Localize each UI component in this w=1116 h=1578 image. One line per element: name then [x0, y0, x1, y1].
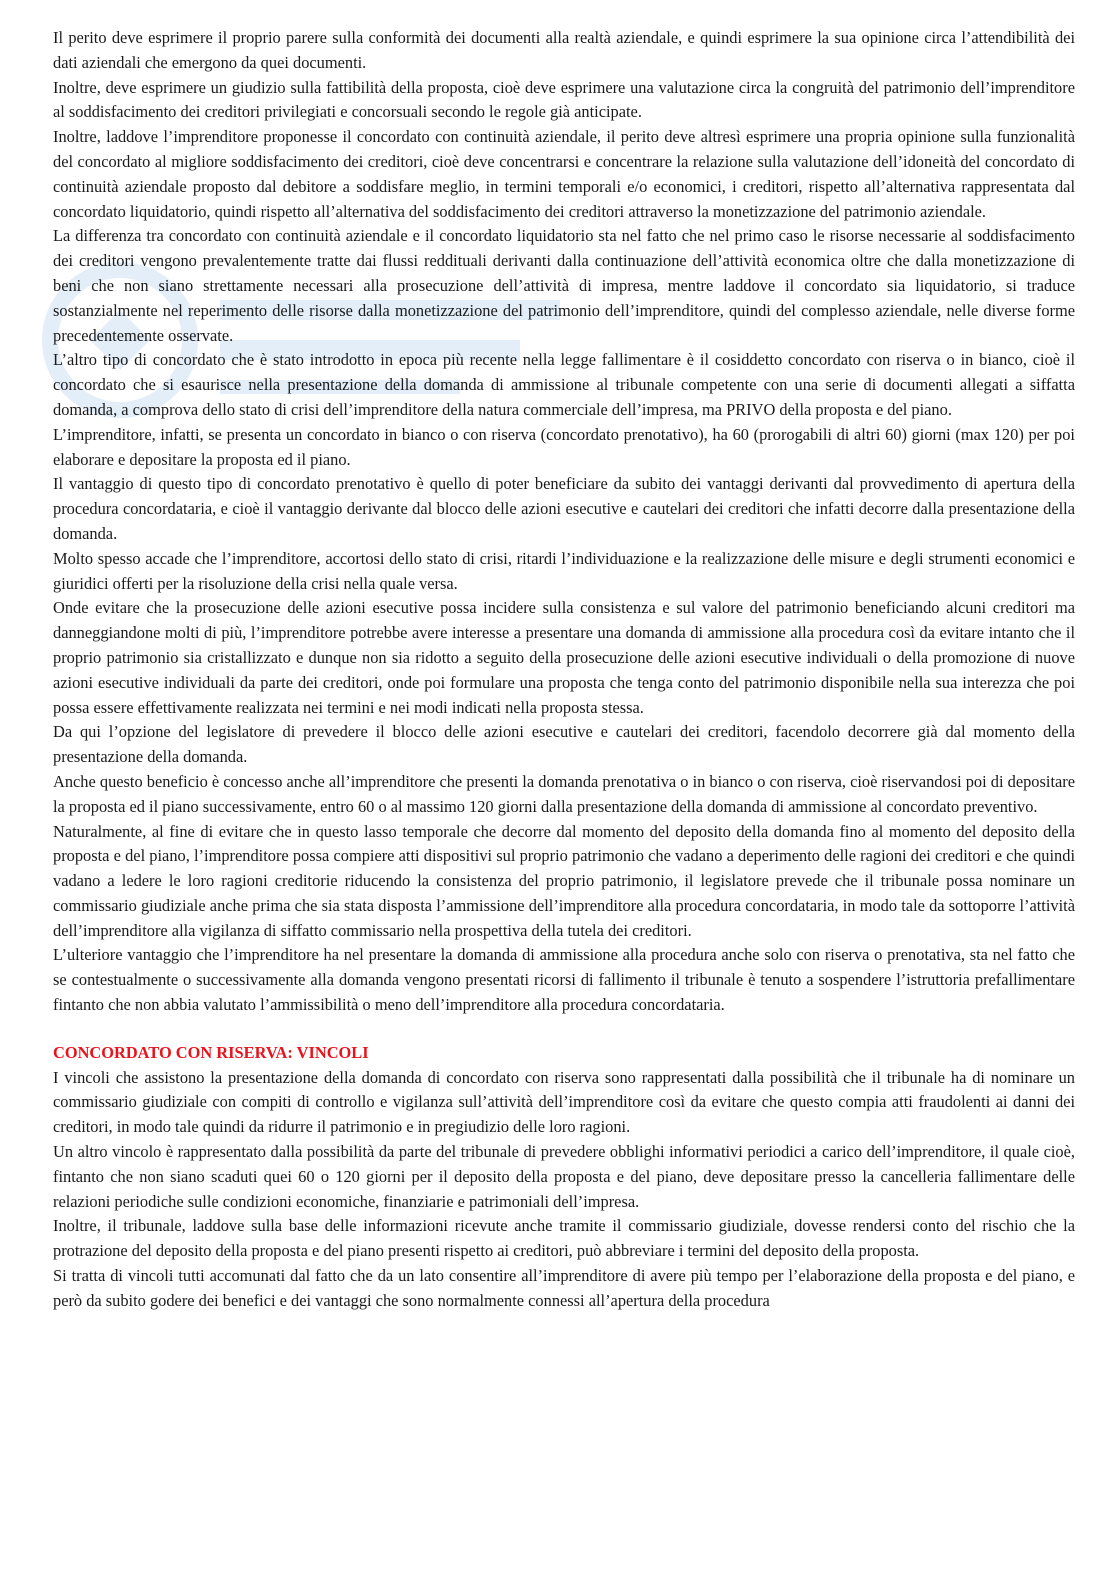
- body-text-section: [53, 1066, 1075, 1314]
- paragraph: Inoltre, deve esprimere un giudizio sulla fattibilità della proposta, cioè deve esprimere una valutazione circa la congruità del patrimonio dell’imprenditore al soddisfacimento dei creditori privilegiati e concorsuali secondo le regole già anticipate.: [53, 77, 1075, 122]
- paragraph: Onde evitare che la prosecuzione delle azioni esecutive possa incidere sulla consistenza e sul valore del patrimonio beneficiando alcuni creditori ma danneggiandone molti di più, l’imprenditore potrebbe avere interesse a presentare una domanda di ammissione alla procedura così da evitare intanto che il proprio patrimonio sia cristallizzato e dunque non sia ridotto a seguito della prosecuzione delle azioni esecutive individuali o della promozione di nuove azioni esecutive individuali da parte dei creditori, onde poi formulare una proposta che tenga conto del patrimonio disponibile nella sua interezza che poi possa essere effettivamente realizzata nei termini e nei modi indicati nella proposta stessa.: [53, 598, 1075, 717]
- paragraph: Inoltre, laddove l’imprenditore proponesse il concordato con continuità aziendale, il perito deve altresì esprimere una propria opinione sulla funzionalità del concordato al migliore soddisfacimento dei creditori, cioè deve concentrarsi e concentrare la relazione sulla valutazione dell’idoneità del concordato di continuità aziendale proposto dal debitore a soddisfare meglio, in termini temporali e/o economici, i creditori, rispetto all’alternativa rappresentata dal concordato liquidatorio, quindi rispetto all’alternativa del soddisfacimento dei creditori attraverso la monetizzazione del patrimonio aziendale.: [53, 127, 1075, 221]
- paragraph: Naturalmente, al fine di evitare che in questo lasso temporale che decorre dal momento del deposito della domanda fino al momento del deposito della proposta e del piano, l’imprenditore possa compiere atti dispositivi sul proprio patrimonio che vadano a deperimento delle ragioni dei creditori e che quindi vadano a ledere le loro ragioni creditorie riducendo la consistenza del proprio patrimonio, il legislatore prevede che il tribunale possa nominare un commissario giudiziale anche prima che sia stata disposta l’ammissione dell’imprenditore alla procedura concordataria, in modo tale da sottoporre l’attività dell’imprenditore alla vigilanza di siffatto commissario nella prospettiva della tutela dei creditori.: [53, 821, 1075, 940]
- paragraph: L’ulteriore vantaggio che l’imprenditore ha nel presentare la domanda di ammissione alla procedura anche solo con riserva o prenotativa, sta nel fatto che se contestualmente o successivamente alla domanda vengono presentati ricorsi di fallimento il tribunale è tenuto a sospendere l’istruttoria prefallimentare fintanto che non abbia valutato l’ammissibilità o meno dell’imprenditore alla procedura concordataria.: [53, 945, 1075, 1015]
- paragraph: Un altro vincolo è rappresentato dalla possibilità da parte del tribunale di prevedere obblighi informativi periodici a carico dell’imprenditore, il quale cioè, fintanto che non siano scaduti quei 60 o 120 giorni per il deposito della proposta e del piano, deve depositare presso la cancelleria fallimentare delle relazioni periodiche sulle condizioni economiche, finanziarie e patrimoniali dell’impresa.: [53, 1142, 1075, 1211]
- paragraph: Si tratta di vincoli tutti accomunati dal fatto che da un lato consentire all’imprenditore di avere più tempo per l’elaborazione della proposta e del piano, e però da subito godere dei benefici e dei vantaggi che sono normalmente connessi all’apertura della procedura: [53, 1266, 1075, 1310]
- section-heading: CONCORDATO CON RISERVA: VINCOLI: [53, 1042, 369, 1062]
- paragraph: I vincoli che assistono la presentazione della domanda di concordato con riserva sono rappresentati dalla possibilità che il tribunale ha di nominare un commissario giudiziale con compiti di controllo e vigilanza sull’attività dell’imprenditore così da evitare che questo compia atti fraudolenti ai danni dei creditori, in modo tale quindi da ridurre il patrimonio e in pregiudizio delle loro ragioni.: [53, 1067, 1075, 1137]
- paragraph: L’altro tipo di concordato che è stato introdotto in epoca più recente nella legge fallimentare è il cosiddetto concordato con riserva o in bianco, cioè il concordato che si esaurisce nella presentazione della domanda di ammissione al tribunale competente con una serie di documenti allegati a siffatta domanda, a comprova dello stato di crisi dell’imprenditore della natura commerciale dell’impresa, ma PRIVO della proposta e del piano.: [53, 350, 1075, 419]
- paragraph: La differenza tra concordato con continuità aziendale e il concordato liquidatorio sta nel fatto che nel primo caso le risorse necessarie al soddisfacimento dei creditori vengono prevalentemente tratte dai flussi reddituali derivanti dalla continuazione dell’attività economica oltre che dalla monetizzazione di beni che non siano strettamente necessari alla prosecuzione dell’attività di impresa, mentre laddove il concordato sia liquidatorio, si traduce sostanzialmente nel reperimento delle risorse dalla monetizzazione del patrimonio dell’imprenditore, quindi del complesso aziendale, nelle diverse forme precedentemente osservate.: [53, 226, 1075, 345]
- paragraph: Anche questo beneficio è concesso anche all’imprenditore che presenti la domanda prenotativa o in bianco o con riserva, cioè riservandosi poi di depositare la proposta ed il piano successivamente, entro 60 o al massimo 120 giorni dalla presentazione della domanda di ammissione al concordato preventivo.: [53, 771, 1075, 816]
- paragraph: Il vantaggio di questo tipo di concordato prenotativo è quello di poter beneficiare da subito dei vantaggi derivanti dal provvedimento di apertura della procedura concordataria, e cioè il vantaggio derivante dal blocco delle azioni esecutive e cautelari dei creditori che infatti decorre dalla presentazione della domanda.: [53, 474, 1075, 543]
- body-text-top: [53, 26, 1075, 1018]
- paragraph: Molto spesso accade che l’imprenditore, accortosi dello stato di crisi, ritardi l’individuazione e la realizzazione delle misure e degli strumenti economici e giuridici offerti per la risoluzione della crisi nella quale versa.: [53, 548, 1075, 593]
- paragraph: Il perito deve esprimere il proprio parere sulla conformità dei documenti alla realtà aziendale, e quindi esprimere la sua opinione circa l’attendibilità dei dati aziendali che emergono da quei documenti.: [53, 28, 1075, 72]
- document-page: [53, 26, 1075, 1314]
- paragraph: Inoltre, il tribunale, laddove sulla base delle informazioni ricevute anche tramite il commissario giudiziale, dovesse rendersi conto del rischio che la protrazione del deposito della proposta e del piano presenti rispetto ai creditori, può abbreviare i termini del deposito della proposta.: [53, 1216, 1075, 1261]
- paragraph: L’imprenditore, infatti, se presenta un concordato in bianco o con riserva (concordato prenotativo), ha 60 (prorogabili di altri 60) giorni (max 120) per poi elaborare e depositare la proposta ed il piano.: [53, 424, 1075, 469]
- paragraph: Da qui l’opzione del legislatore di prevedere il blocco delle azioni esecutive e cautelari dei creditori, facendolo decorrere già dal momento della presentazione della domanda.: [53, 722, 1075, 767]
